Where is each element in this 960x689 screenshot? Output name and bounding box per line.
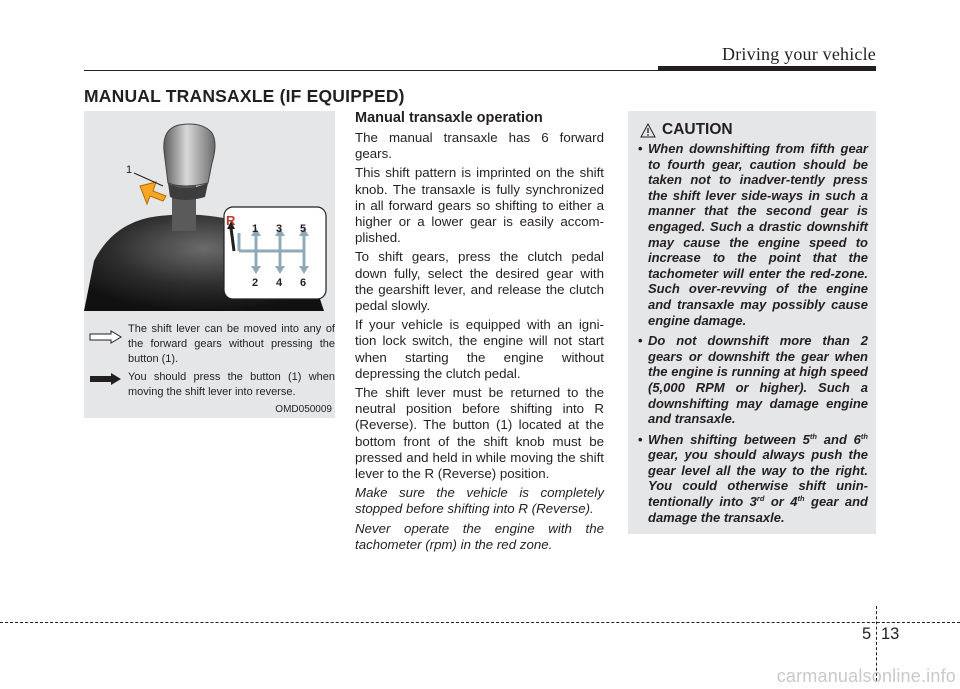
outline-arrow-icon bbox=[89, 330, 123, 344]
footer-rule bbox=[0, 622, 960, 623]
gear-label: 2 bbox=[252, 277, 259, 289]
body-paragraph: If your vehicle is equipped with an igni-tion lock switch, the engine will not start when starting the engine without depressing the clutch pedal. bbox=[355, 317, 604, 381]
figure-note-solid-arrow: You should press the button (1) when moving the shift lever into reverse. bbox=[128, 371, 335, 398]
body-column bbox=[355, 110, 604, 556]
chapter-title: Driving your vehicle bbox=[722, 44, 876, 64]
callout-number: 1 bbox=[126, 164, 133, 176]
subsection-heading: Manual transaxle operation bbox=[355, 110, 543, 126]
gear-label: 6 bbox=[300, 277, 307, 289]
gear-label: 3 bbox=[276, 223, 283, 235]
reverse-label: R bbox=[226, 213, 236, 228]
body-paragraph: The shift lever must be returned to the neutral position before shifting into R (Reverse). The button (1) located at the bottom front of the shift knob must be pressed and held in while moving the shift lever to the R (Reverse) position. bbox=[355, 385, 604, 482]
caution-list bbox=[638, 141, 868, 525]
gear-label: 4 bbox=[276, 277, 283, 289]
solid-arrow-icon bbox=[89, 372, 123, 386]
caution-header bbox=[640, 121, 868, 139]
italic-note: Make sure the vehicle is completely stopped before shifting into R (Reverse). bbox=[355, 485, 604, 517]
caution-box bbox=[628, 111, 876, 534]
section-title: MANUAL TRANSAXLE (IF EQUIPPED) bbox=[84, 86, 405, 106]
figure-code: OMD050009 bbox=[275, 404, 332, 415]
header-bar bbox=[658, 66, 876, 71]
caution-item: • Do not downshift more than 2 gears or downshift the gear when the engine is running at high speed (5,000 RPM or higher). Such a downshifting may damage engine and transaxle. bbox=[638, 333, 868, 427]
body-paragraph: The manual transaxle has 6 forward gears. bbox=[355, 130, 604, 162]
body-paragraph: This shift pattern is imprinted on the shift knob. The transaxle is fully synchronized in all forward gears so shifting to either a higher or a lower gear is easily accom-plished. bbox=[355, 165, 604, 246]
gear-label: 1 bbox=[252, 223, 259, 235]
gear-label: 5 bbox=[300, 223, 307, 235]
caution-title: CAUTION bbox=[662, 121, 733, 138]
caution-item: • When downshifting from fifth gear to fourth gear, caution should be taken not to inadver-tently press the shift lever side-ways in such a manner that the second gear is engaged. Such a drastic downshift may cause the engine speed to increase to the point that the tachometer will enter the red-zone. Such over-revving of the engine and transaxle may possibly cause engine damage. bbox=[638, 141, 868, 328]
chapter-number: 5 bbox=[862, 625, 872, 643]
caution-item: • When shifting between 5th and 6th gear, you should always push the gear level all the way to the right. You could otherwise shift unin-tentionally into 3rd or 4th gear and damage the transaxle. bbox=[638, 432, 868, 526]
header-rule bbox=[84, 70, 658, 71]
shift-lever-figure bbox=[84, 111, 335, 418]
figure-note-outline-arrow: The shift lever can be moved into any of the forward gears without pressing the button (1). bbox=[128, 323, 335, 365]
warning-triangle-icon bbox=[640, 123, 656, 138]
watermark: carmanualsonline.info bbox=[776, 666, 956, 686]
italic-note: Never operate the engine with the tachometer (rpm) in the red zone. bbox=[355, 520, 604, 552]
body-paragraph: To shift gears, press the clutch pedal down fully, select the desired gear with the gearshift lever, and release the clutch pedal slowly. bbox=[355, 249, 604, 314]
page-number: 13 bbox=[881, 625, 900, 643]
